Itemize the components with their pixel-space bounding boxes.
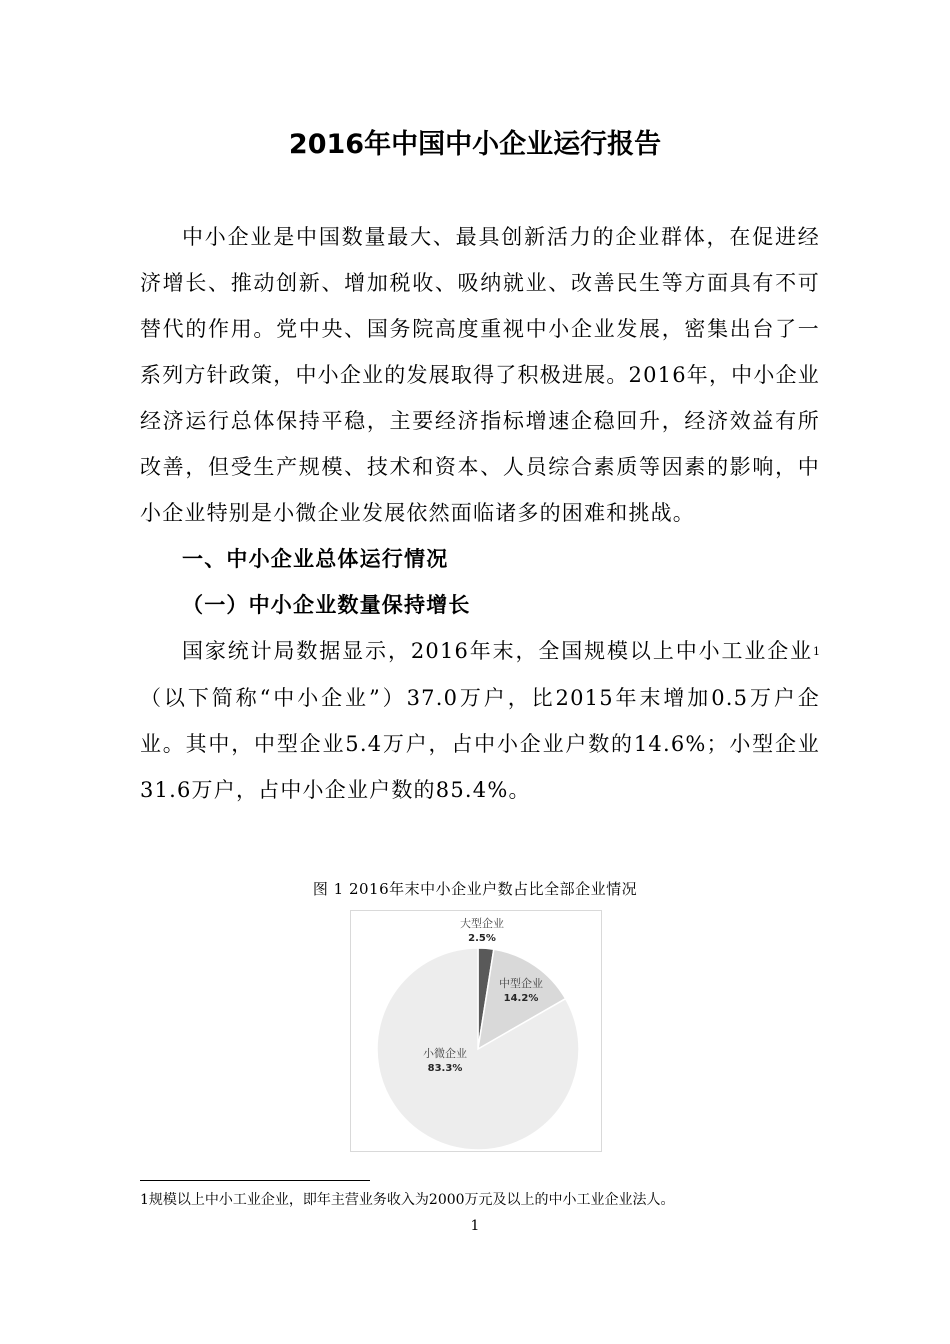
pie-label-value-3: 83.3%	[427, 1063, 463, 1074]
footnote	[140, 1190, 840, 1210]
pie-chart-frame	[350, 910, 602, 1152]
pie-chart	[351, 911, 601, 1151]
pie-label-value-1: 2.5%	[468, 933, 496, 944]
footnote-divider	[140, 1180, 370, 1181]
pie-label-value-2: 14.2%	[503, 993, 539, 1004]
intro-paragraph: 中小企业是中国数量最大、最具创新活力的企业群体，在促进经济增长、推动创新、增加税收、吸纳就业、改善民生等方面具有不可替代的作用。党中央、国务院高度重视中小企业发展，密集出台了一系列方针政策，中小企业的发展取得了积极进展。2016年，中小企业经济运行总体保持平稳，主要经济指标增速企稳回升，经济效益有所改善，但受生产规模、技术和资本、人员综合素质等因素的影响，中小企业特别是小微企业发展依然面临诸多的困难和挑战。	[140, 225, 820, 525]
stats-text-part2: （以下简称“中小企业”）37.0万户，比2015年末增加0.5万户企业。其中，中型企业5.4万户，占中小企业户数的14.6%；小型企业31.6万户，占中小企业户数的85.4%。	[140, 686, 820, 802]
pie-label-category-1: 大型企业	[460, 917, 504, 930]
pie-label-category-2: 中型企业	[499, 977, 543, 990]
footnote-reference: 1	[813, 645, 820, 658]
figure-caption: 图 1 2016年末中小企业户数占比全部企业情况	[312, 880, 638, 898]
document-title: 2016年中国中小企业运行报告	[288, 129, 662, 160]
subsection-heading: （一）中小企业数量保持增长	[182, 592, 471, 617]
document-body	[140, 214, 820, 813]
footnote-text: 规模以上中小工业企业，即年主营业务收入为2000万元及以上的中小工业企业法人。	[148, 1192, 675, 1208]
pie-label-category-3: 小微企业	[423, 1047, 467, 1060]
section-heading: 一、中小企业总体运行情况	[182, 546, 449, 571]
page-number: 1	[470, 1218, 480, 1234]
stats-paragraph	[140, 628, 820, 813]
footnote-mark: 1	[140, 1192, 149, 1208]
stats-text-part1: 国家统计局数据显示，2016年末，全国规模以上中小工业企业	[182, 639, 813, 663]
